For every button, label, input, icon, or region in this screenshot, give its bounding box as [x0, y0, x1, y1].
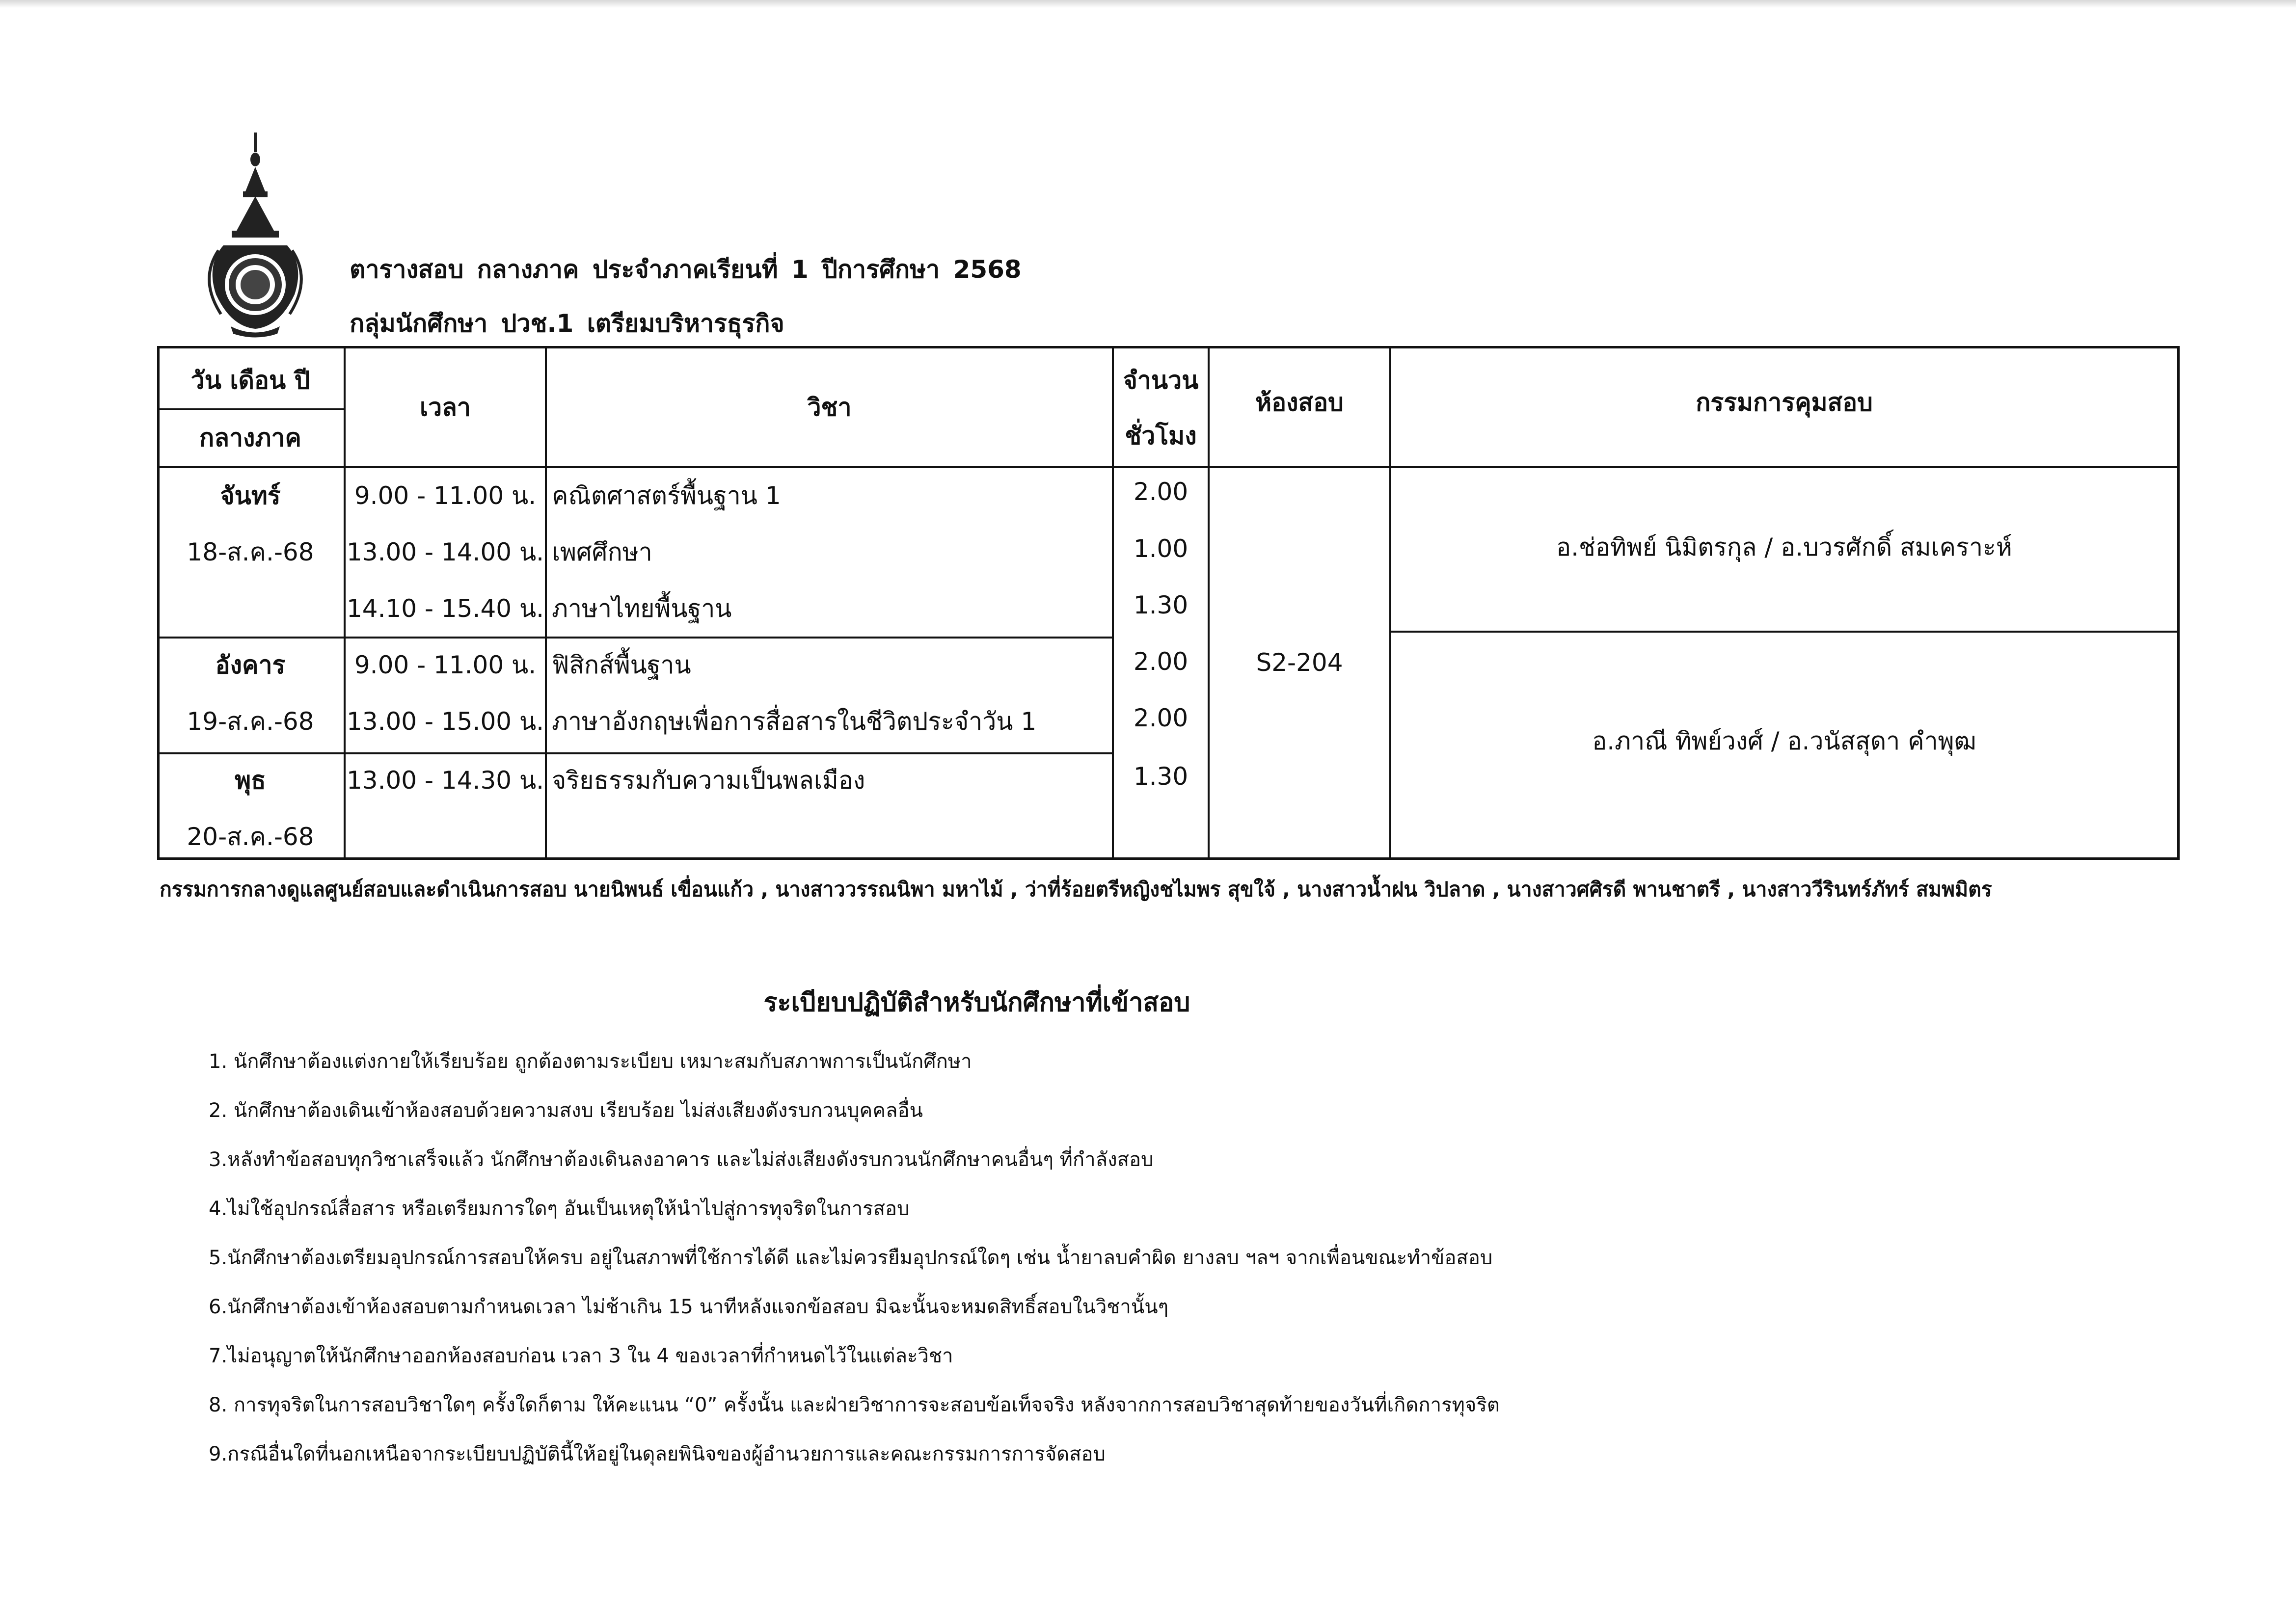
rule-item: 3.หลังทำข้อสอบทุกวิชาเสร็จแล้ว นักศึกษาต้องเดินลงอาคาร และไม่ส่งเสียงดังรบกวนนักศึกษาคนอื่นๆ ที่กำลังสอบ: [209, 1148, 1154, 1171]
header-hours: จำนวน: [1123, 366, 1199, 395]
scan-edge: [0, 0, 2296, 8]
header-proctors: กรรมการคุมสอบ: [1696, 388, 1873, 417]
central-staff-line: กรรมการกลางดูแลศูนย์สอบและดำเนินการสอบ นายนิพนธ์ เขื่อนแก้ว , นางสาววรรณนิพา มหาไม้ , ว่าที่ร้อยตรีหญิงชไมพร สุขใจ้ , นางสาวน้ำฝน วิปลาด , นางสาวศศิรดี พานชาตรี , นางสาววีรินทร์ภัทร์ สมพมิตร: [160, 878, 1992, 901]
exam-hours: 2.00: [1133, 478, 1189, 506]
exam-hours: 1.00: [1133, 534, 1189, 563]
exam-subject: ฟิสิกส์พื้นฐาน: [552, 651, 691, 679]
rule-item: 5.นักศึกษาต้องเตรียมอุปกรณ์การสอบให้ครบ อยู่ในสภาพที่ใช้การได้ดี และไม่ควรยืมอุปกรณ์ใดๆ เช่น น้ำยาลบคำผิด ยางลบ ฯลฯ จากเพื่อนขณะทำข้อสอบ: [209, 1247, 1493, 1269]
exam-hours: 2.00: [1133, 647, 1189, 676]
header-midterm: กลางภาค: [199, 424, 301, 452]
rule-item: 7.ไม่อนุญาตให้นักศึกษาออกห้องสอบก่อน เวลา 3 ใน 4 ของเวลาที่กำหนดไว้ในแต่ละวิชา: [209, 1345, 953, 1367]
exam-subject: คณิตศาสตร์พื้นฐาน 1: [552, 481, 781, 510]
exam-schedule-title: ตารางสอบ กลางภาค ประจำภาคเรียนที่ 1 ปีการศึกษา 2568: [350, 255, 1022, 284]
header-subject: วิชา: [807, 393, 852, 422]
exam-schedule-table: [157, 346, 2180, 860]
day-name: จันทร์: [220, 481, 281, 510]
day-date: 18-ส.ค.-68: [187, 538, 314, 566]
exam-subject: ภาษาไทยพื้นฐาน: [552, 594, 732, 623]
header-time: เวลา: [420, 393, 471, 422]
exam-time: 13.00 - 14.30 น.: [346, 766, 544, 795]
day-name: อังคาร: [215, 651, 286, 679]
exam-time: 13.00 - 14.00 น.: [346, 538, 544, 566]
exam-room: S2-204: [1256, 648, 1343, 677]
exam-time: 9.00 - 11.00 น.: [354, 651, 537, 679]
rules-title: ระเบียบปฏิบัติสำหรับนักศึกษาที่เข้าสอบ: [763, 988, 1190, 1017]
day-name: พุธ: [235, 766, 266, 795]
exam-hours: 1.30: [1133, 762, 1189, 791]
day-date: 20-ส.ค.-68: [187, 823, 314, 851]
exam-time: 14.10 - 15.40 น.: [346, 594, 544, 623]
exam-time: 13.00 - 15.00 น.: [346, 707, 544, 736]
rule-item: 2. นักศึกษาต้องเดินเข้าห้องสอบด้วยความสงบ เรียบร้อย ไม่ส่งเสียงดังรบกวนบุคคลอื่น: [209, 1099, 923, 1122]
header-hours-unit: ชั่วโมง: [1125, 422, 1197, 450]
rule-item: 6.นักศึกษาต้องเข้าห้องสอบตามกำหนดเวลา ไม่ช้าเกิน 15 นาทีหลังแจกข้อสอบ มิฉะนั้นจะหมดสิทธิ์สอบในวิชานั้นๆ: [209, 1296, 1169, 1318]
header-room: ห้องสอบ: [1255, 388, 1344, 417]
exam-subject: จริยธรรมกับความเป็นพลเมือง: [552, 766, 865, 795]
exam-subject: ภาษาอังกฤษเพื่อการสื่อสารในชีวิตประจำวัน 1: [552, 707, 1037, 736]
rule-item: 1. นักศึกษาต้องแต่งกายให้เรียบร้อย ถูกต้องตามระเบียบ เหมาะสมกับสภาพการเป็นนักศึกษา: [209, 1050, 972, 1073]
rule-item: 4.ไม่ใช้อุปกรณ์สื่อสาร หรือเตรียมการใดๆ อันเป็นเหตุให้นำไปสู่การทุจริตในการสอบ: [209, 1197, 910, 1220]
exam-hours: 1.30: [1133, 591, 1189, 619]
day-date: 19-ส.ค.-68: [187, 707, 314, 736]
student-group-title: กลุ่มนักศึกษา ปวช.1 เตรียมบริหารธุรกิจ: [350, 309, 784, 338]
proctor-names: อ.ภาณี ทิพย์วงศ์ / อ.วนัสสุดา คำพุฒ: [1592, 727, 1976, 755]
exam-subject: เพศศึกษา: [552, 538, 652, 566]
university-seal-logo: [196, 133, 314, 339]
exam-time: 9.00 - 11.00 น.: [354, 481, 537, 510]
rule-item: 9.กรณีอื่นใดที่นอกเหนือจากระเบียบปฏิบัตินี้ให้อยู่ในดุลยพินิจของผู้อำนวยการและคณะกรรมการการจัดสอบ: [209, 1443, 1106, 1465]
header-date: วัน เดือน ปี: [190, 366, 310, 395]
rule-item: 8. การทุจริตในการสอบวิชาใดๆ ครั้งใดก็ตาม ให้คะแนน “0” ครั้งนั้น และฝ่ายวิชาการจะสอบข้อเท็จจริง หลังจากการสอบวิชาสุดท้ายของวันที่เกิดการทุจริต: [209, 1394, 1500, 1416]
proctor-names: อ.ช่อทิพย์ นิมิตรกุล / อ.บวรศักดิ์ สมเคราะห์: [1556, 533, 2012, 561]
exam-hours: 2.00: [1133, 704, 1189, 732]
